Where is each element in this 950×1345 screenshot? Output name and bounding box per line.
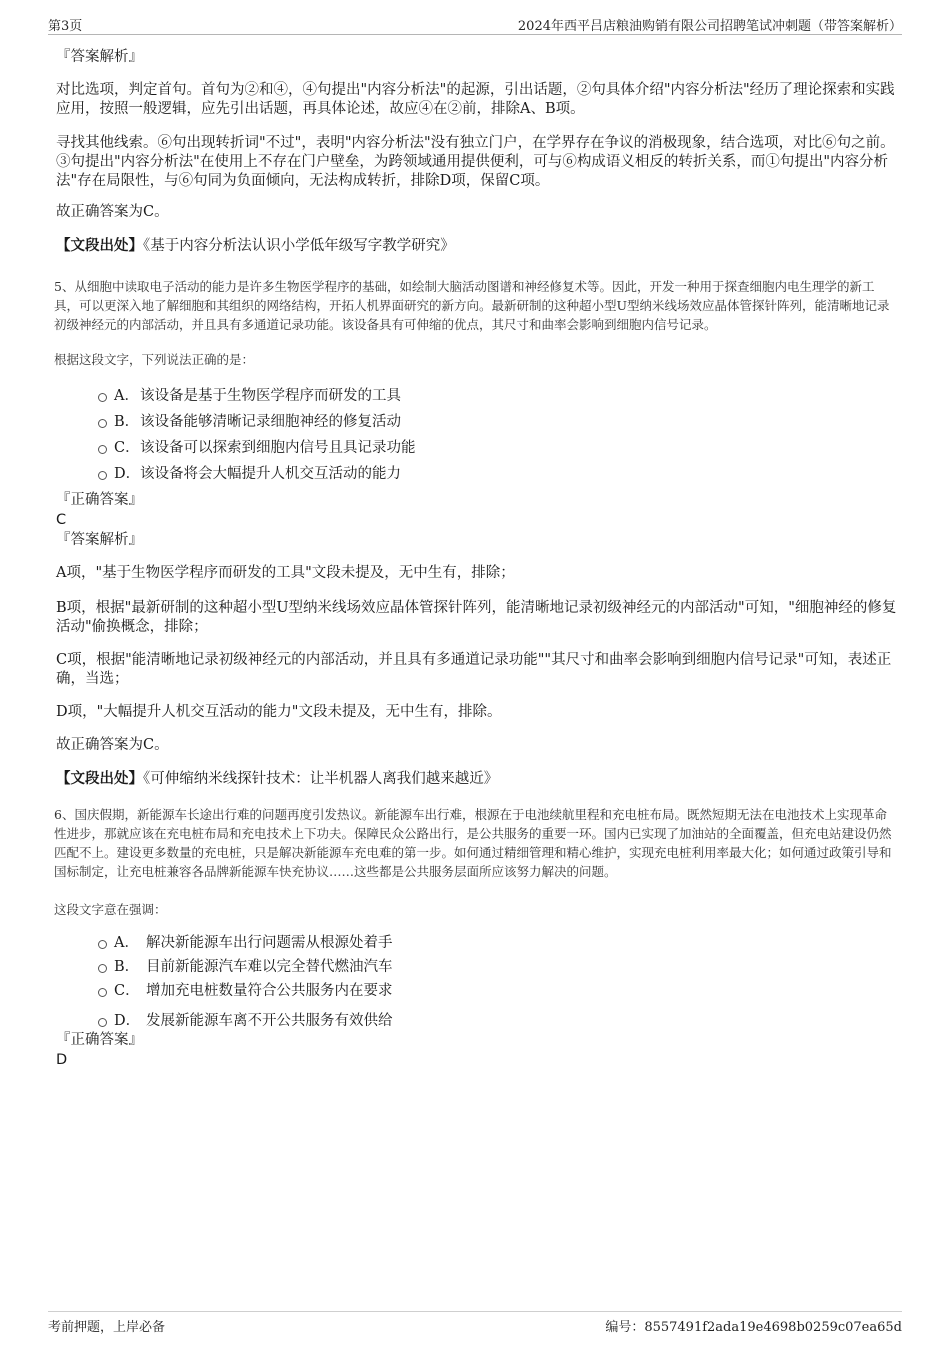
q5-source-title: 《可伸缩纳米线探针技术：让半机器人离我们越来越近》 <box>143 771 499 787</box>
q6-option-a[interactable]: A． 解决新能源车出行问题需从根源处着手 <box>56 930 656 956</box>
q5-analysis-b: B项，根据"最新研制的这种超小型U型纳米线场效应晶体管探针阵列，能清晰地记录初级神经元的内部活动"可知，"细胞神经的修复活动"偷换概念，排除； <box>56 600 897 635</box>
q4-analysis-para1: 对比选项，判定首句。首句为②和④，④句提出"内容分析法"的起源，引出话题，②句具体介绍"内容分析法"经历了理论探索和实践应用，按照一般逻辑，应先引出话题，再具体论述，故应④在②前，排除A、B项。 <box>56 82 895 117</box>
q5-analysis-c: C项，根据"能清晰地记录初级神经元的内部活动，并且具有多通道记录功能""其尺寸和曲率会影响到细胞内信号记录"可知，表述正确，当选； <box>56 652 892 687</box>
document-title: 2024年西平吕店粮油购销有限公司招聘笔试冲刺题（带答案解析） <box>517 19 902 34</box>
q6-question: 这段文字意在强调： <box>54 902 167 917</box>
radio-icon[interactable] <box>98 393 107 402</box>
footer-slogan: 考前押题，上岸必备 <box>48 1320 166 1335</box>
page-header <box>48 14 902 35</box>
q5-option-d[interactable]: D． 该设备将会大幅提升人机交互活动的能力 <box>56 461 656 487</box>
q4-conclusion: 故正确答案为C。 <box>56 204 169 220</box>
q6-option-c[interactable]: C． 增加充电桩数量符合公共服务内在要求 <box>56 978 656 1008</box>
q5-analysis-d: D项，"大幅提升人机交互活动的能力"文段未提及，无中生有，排除。 <box>56 704 502 720</box>
q5-stem: 5、从细胞中读取电子活动的能力是许多生物医学程序的基础，如绘制大脑活动图谱和神经修复术等。因此，开发一种用于探查细胞内电生理学的新工具，可以更深入地了解细胞和其组织的网络结构，开拓人机界面研究的新方向。最新研制的这种超小型U型纳米线场效应晶体管探针阵列，能清晰地记录初级神经元的内部活动，并且具有多通道记录功能。该设备具有可伸缩的优点，其尺寸和曲率会影响到细胞内信号记录。 <box>54 279 890 332</box>
q5-question: 根据这段文字，下列说法正确的是： <box>54 352 255 367</box>
q6-answer-title: 『正确答案』 <box>56 1032 143 1048</box>
q5-source <box>56 769 498 789</box>
page-number: 第3页 <box>48 19 83 34</box>
q6-answer: D <box>56 1052 68 1068</box>
q5-options <box>56 383 656 487</box>
q4-analysis-para2: 寻找其他线索。⑥句出现转折词"不过"，表明"内容分析法"没有独立门户，在学界存在争议的消极现象，结合选项，对比⑥句之前。③句提出"内容分析法"在使用上不存在门户壁垒，为跨领域通用提供便利，可与⑥构成语义相反的转折关系，而①句提出"内容分析法"存在局限性，与⑥句同为负面倾向，无法构成转折，排除D项，保留C项。 <box>56 135 895 189</box>
radio-icon[interactable] <box>98 988 107 997</box>
q5-analysis-title: 『答案解析』 <box>56 532 143 548</box>
q5-answer: C <box>56 512 67 528</box>
q6-option-b[interactable]: B． 目前新能源汽车难以完全替代燃油汽车 <box>56 956 656 978</box>
q6-options <box>56 930 656 1034</box>
radio-icon[interactable] <box>98 419 107 428</box>
q4-source-title: 《基于内容分析法认识小学低年级写字教学研究》 <box>143 238 455 254</box>
radio-icon[interactable] <box>98 445 107 454</box>
q5-source-label: 【文段出处】 <box>56 770 143 787</box>
q6-option-d[interactable]: D． 发展新能源车离不开公共服务有效供给 <box>56 1008 656 1034</box>
radio-icon[interactable] <box>98 471 107 480</box>
document-id: 编号：8557491f2ada19e4698b0259c07ea65d <box>605 1320 902 1335</box>
q5-conclusion: 故正确答案为C。 <box>56 737 169 753</box>
q5-option-c[interactable]: C． 该设备可以探索到细胞内信号且具记录功能 <box>56 435 656 461</box>
radio-icon[interactable] <box>98 940 107 949</box>
q5-analysis-a: A项，"基于生物医学程序而研发的工具"文段未提及，无中生有，排除； <box>56 565 515 581</box>
q5-answer-title: 『正确答案』 <box>56 492 143 508</box>
radio-icon[interactable] <box>98 964 107 973</box>
q4-source <box>56 236 455 256</box>
q5-option-b[interactable]: B． 该设备能够清晰记录细胞神经的修复活动 <box>56 409 656 435</box>
q5-option-a[interactable]: A． 该设备是基于生物医学程序而研发的工具 <box>56 383 656 409</box>
q6-stem: 6、国庆假期，新能源车长途出行难的问题再度引发热议。新能源车出行难，根源在于电池续航里程和充电桩布局。既然短期无法在电池技术上实现革命性进步，那就应该在充电桩布局和充电技术上下功夫。保障民众公路出行，是公共服务的重要一环。国内已实现了加油站的全面覆盖，但充电站建设仍然匹配不上。建设更多数量的充电桩，只是解决新能源车充电难的第一步。如何通过精细管理和精心维护，实现充电桩利用率最大化；如何通过政策引导和国标制定，让充电桩兼容各品牌新能源车快充协议……这些都是公共服务层面所应该努力解决的问题。 <box>54 807 892 879</box>
radio-icon[interactable] <box>98 1018 107 1027</box>
q4-analysis-title: 『答案解析』 <box>56 49 143 65</box>
q4-source-label: 【文段出处】 <box>56 237 143 254</box>
page-footer <box>48 1311 902 1334</box>
